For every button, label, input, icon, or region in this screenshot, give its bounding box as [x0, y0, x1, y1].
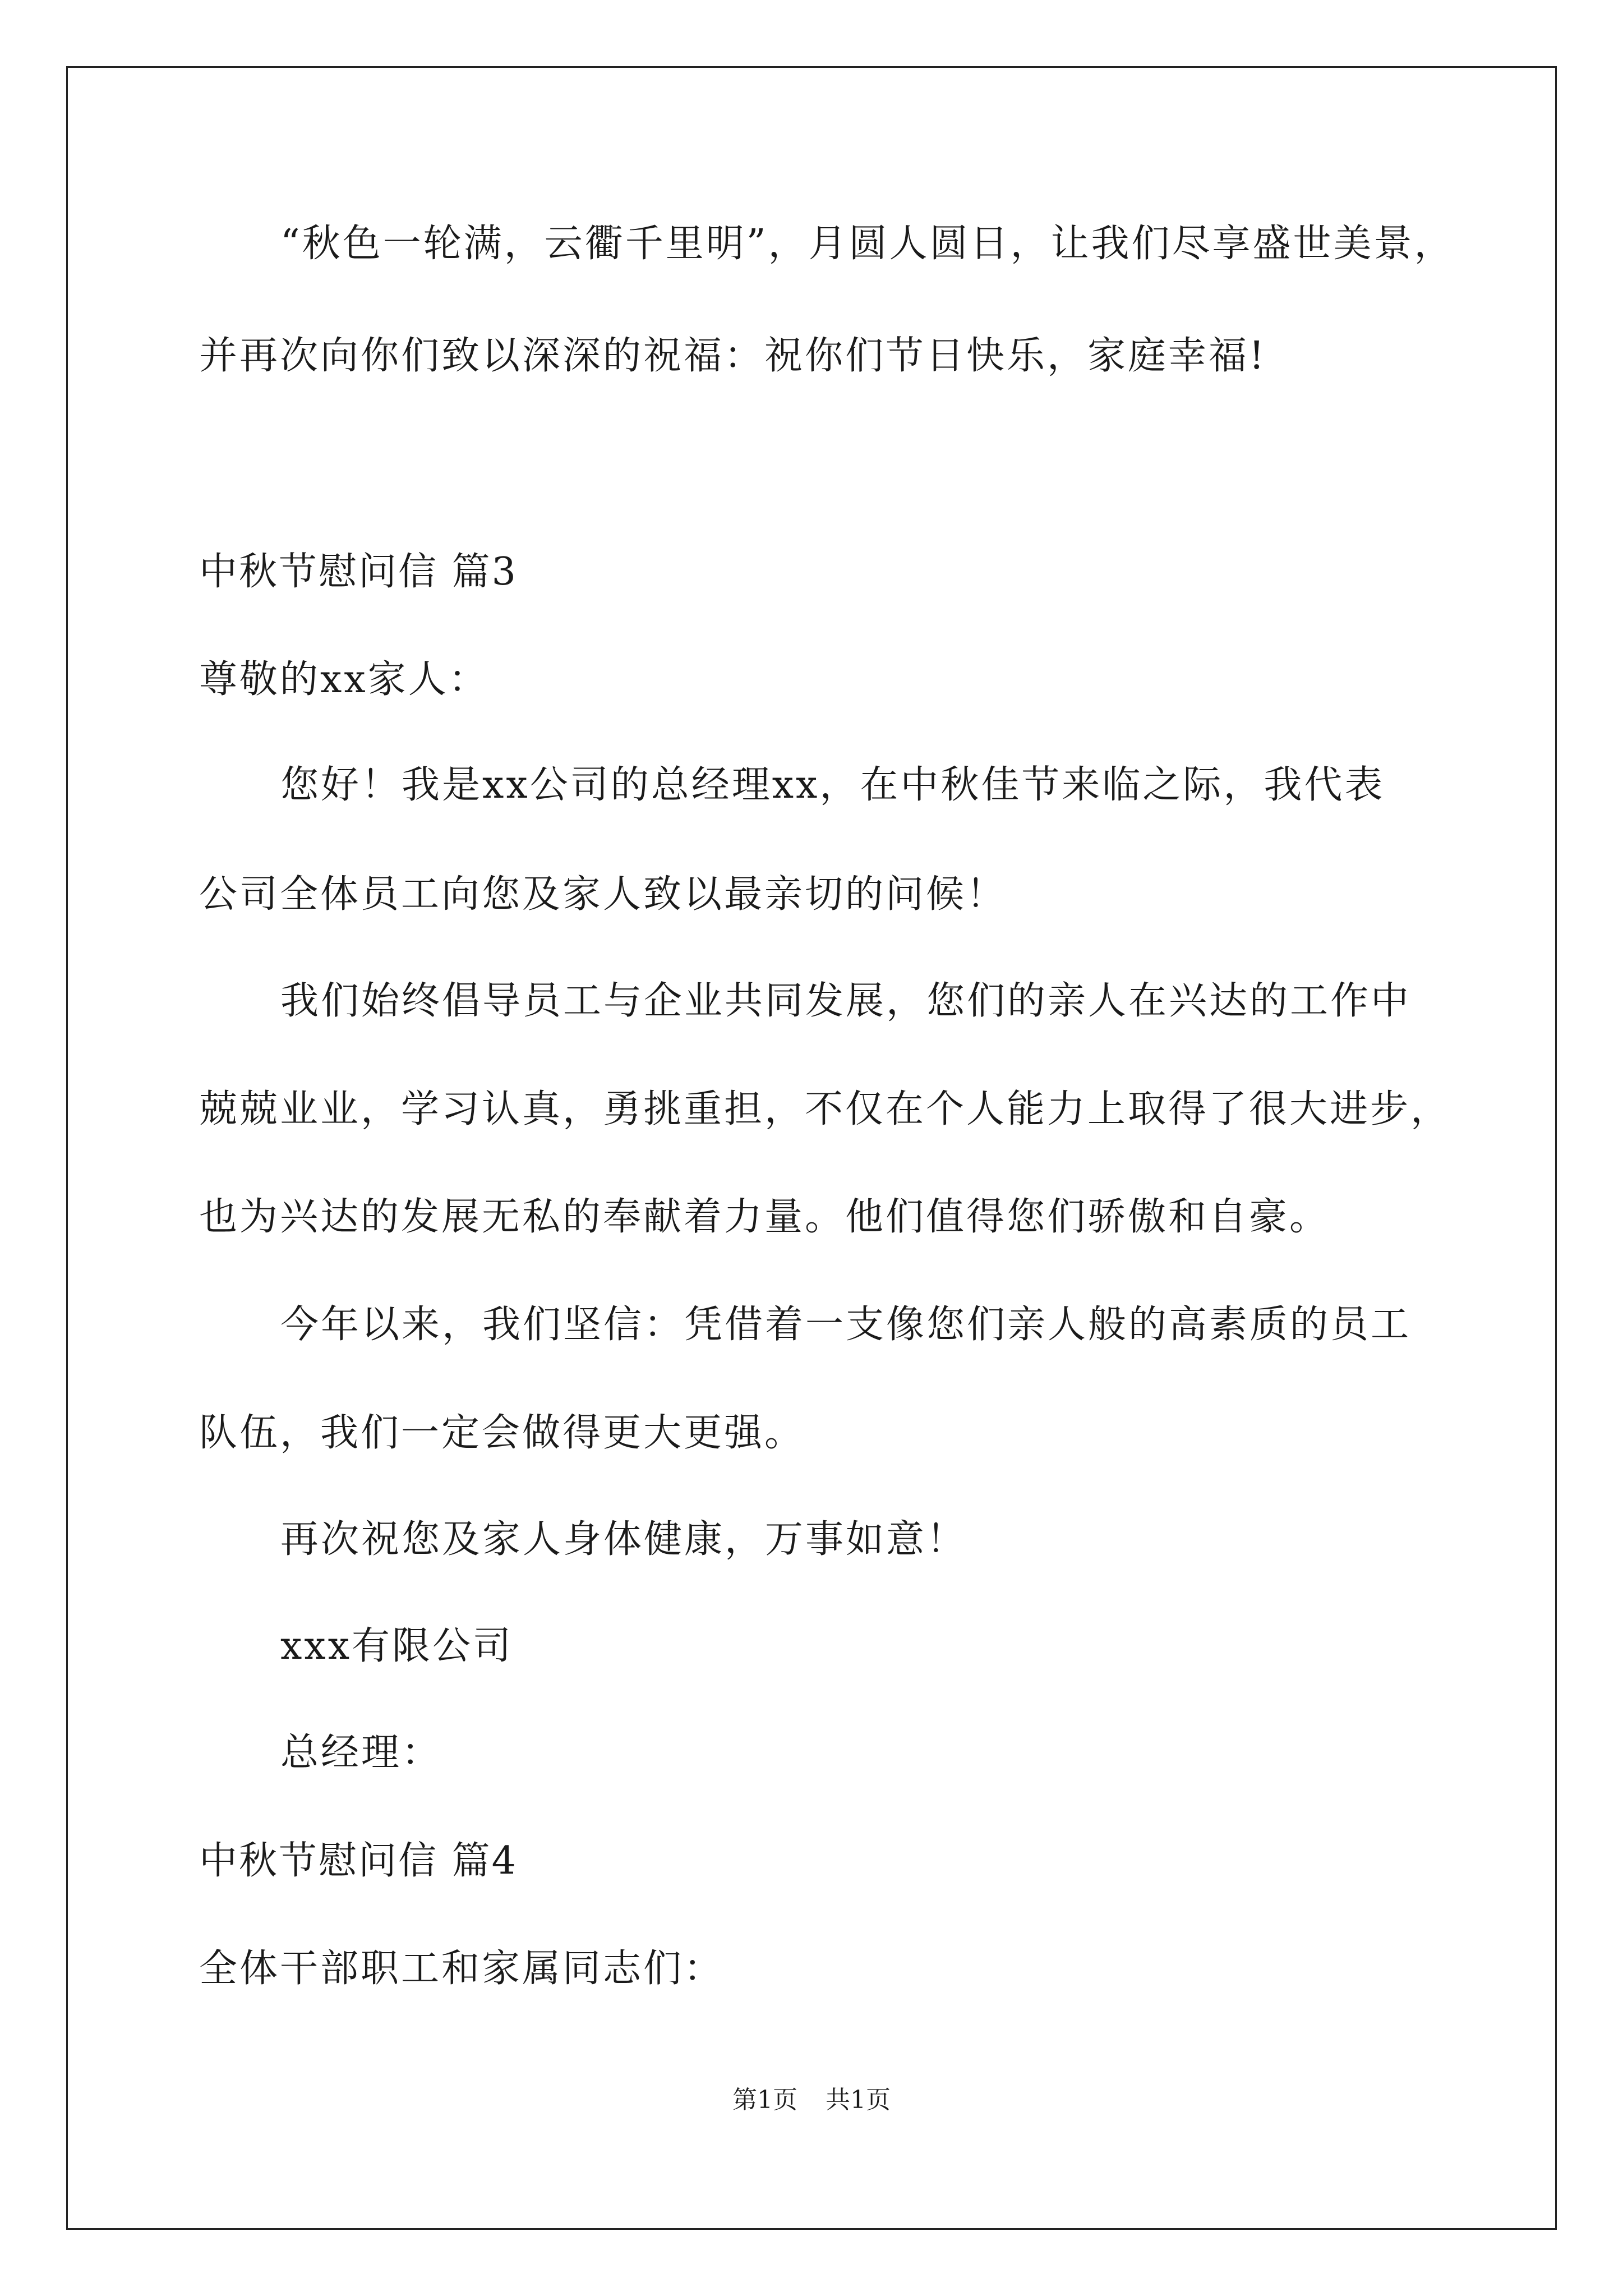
page-footer	[0, 2086, 1623, 2115]
section-heading: 中秋节慰问信 篇4	[199, 1839, 518, 1883]
page-number-current: 第1页	[732, 2086, 797, 2114]
page-number-total: 共1页	[826, 2086, 891, 2114]
salutation: 全体干部职工和家属同志们：	[199, 1947, 725, 1991]
section-heading: 中秋节慰问信 篇3	[199, 550, 518, 594]
paragraph-line: 今年以来，我们坚信：凭借着一支像您们亲人般的高素质的员工	[280, 1303, 1412, 1347]
paragraph-line: 也为兴达的发展无私的奉献着力量。他们值得您们骄傲和自豪。	[199, 1195, 1330, 1239]
signature-title: 总经理：	[280, 1731, 442, 1775]
salutation: 尊敬的xx家人：	[199, 657, 489, 702]
paragraph-line: 再次祝您及家人身体健康，万事如意！	[280, 1517, 967, 1562]
paragraph-line: 兢兢业业，学习认真，勇挑重担，不仅在个人能力上取得了很大进步，	[199, 1087, 1451, 1131]
page-border	[66, 66, 1557, 2230]
paragraph-line: 我们始终倡导员工与企业共同发展，您们的亲人在兴达的工作中	[280, 979, 1412, 1023]
paragraph-line: 队伍，我们一定会做得更大更强。	[199, 1411, 805, 1455]
paragraph-line: 公司全体员工向您及家人致以最亲切的问候！	[199, 872, 1007, 917]
paragraph-line: 您好！我是xx公司的总经理xx，在中秋佳节来临之际，我代表	[280, 763, 1385, 807]
paragraph-line: “秋色一轮满，云衢千里明”，月圆人圆日，让我们尽享盛世美景，	[280, 222, 1455, 266]
signature-company: xxx有限公司	[280, 1624, 514, 1668]
paragraph-line: 并再次向你们致以深深的祝福：祝你们节日快乐，家庭幸福!	[199, 334, 1267, 378]
